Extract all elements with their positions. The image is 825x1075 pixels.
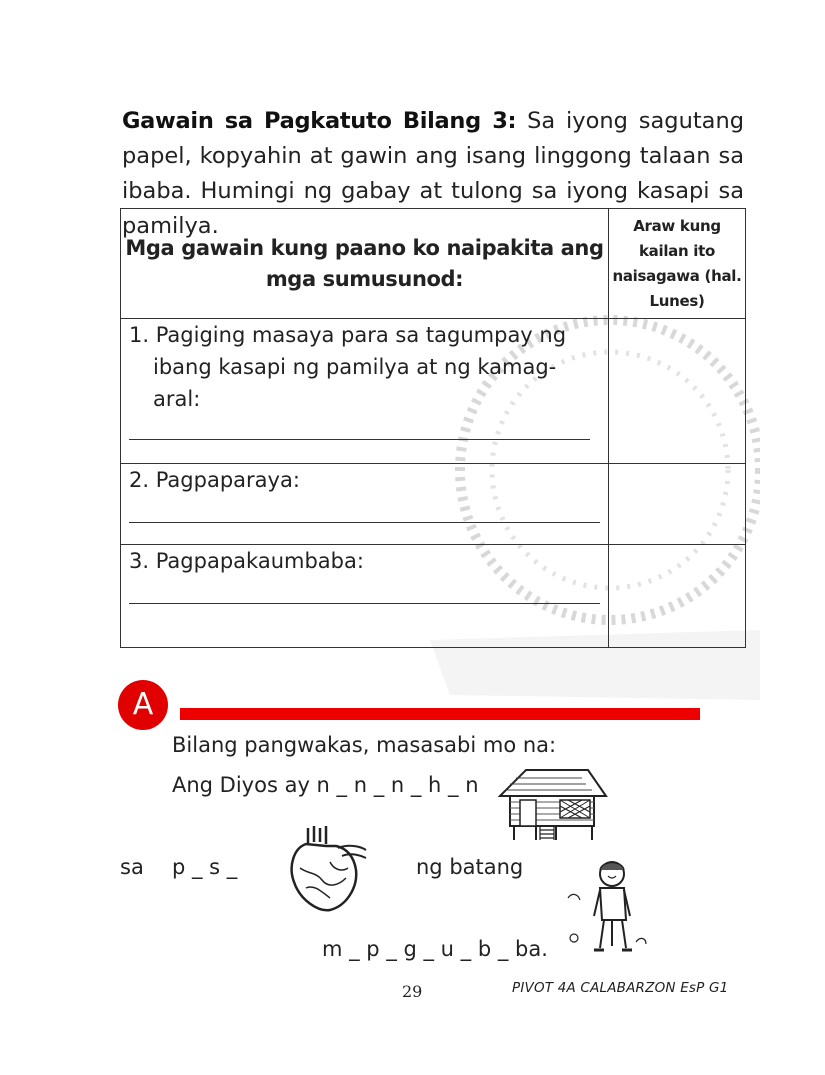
puzzle-line-3: m _ p _ g _ u _ b _ ba. (322, 937, 548, 961)
page-number: 29 (402, 982, 423, 1001)
row-label: 3. Pagpapakaumbaba: (129, 549, 364, 574)
activity-title: Gawain sa Pagkatuto Bilang 3: (122, 108, 517, 134)
boy-icon (566, 858, 648, 960)
section-a-header (118, 680, 708, 730)
answer-line (129, 603, 600, 604)
footer-label: PIVOT 4A CALABARZON EsP G1 (512, 980, 729, 996)
day-cell (609, 319, 746, 464)
table-row (121, 545, 609, 648)
puzzle-line-2: p _ s _ (172, 855, 238, 879)
section-divider-bar (180, 708, 700, 720)
house-icon (496, 766, 608, 842)
heart-icon (286, 822, 368, 914)
weekly-log-table (120, 208, 746, 648)
answer-line (129, 522, 600, 523)
table-header-activities: Mga gawain kung paano ko naipakita ang mga sumusunod: (121, 209, 609, 319)
day-cell (609, 464, 746, 545)
answer-line (129, 439, 590, 440)
closing-intro: Bilang pangwakas, masasabi mo na: (172, 733, 557, 757)
word-ng-batang: ng batang (416, 855, 524, 879)
puzzle-line-1: Ang Diyos ay n _ n _ n _ h _ n (172, 773, 479, 797)
section-badge: A (118, 680, 168, 730)
day-cell (609, 545, 746, 648)
table-header-day: Araw kung kailan ito naisagawa (hal. Lunes) (609, 209, 746, 319)
word-sa: sa (120, 855, 144, 879)
row-label: 1. Pagiging masaya para sa tagumpay ng ibang kasapi ng pamilya at ng kamag-aral: (129, 323, 567, 411)
table-row (121, 464, 609, 545)
row-label: 2. Pagpaparaya: (129, 468, 300, 493)
table-row (121, 319, 609, 464)
instructions-text: Sa iyong sagutang papel, kopyahin at gawin ang isang linggong talaan sa ibaba. Humingi ng gabay at tulong sa iyong kasapi sa pamilya. (122, 108, 744, 239)
